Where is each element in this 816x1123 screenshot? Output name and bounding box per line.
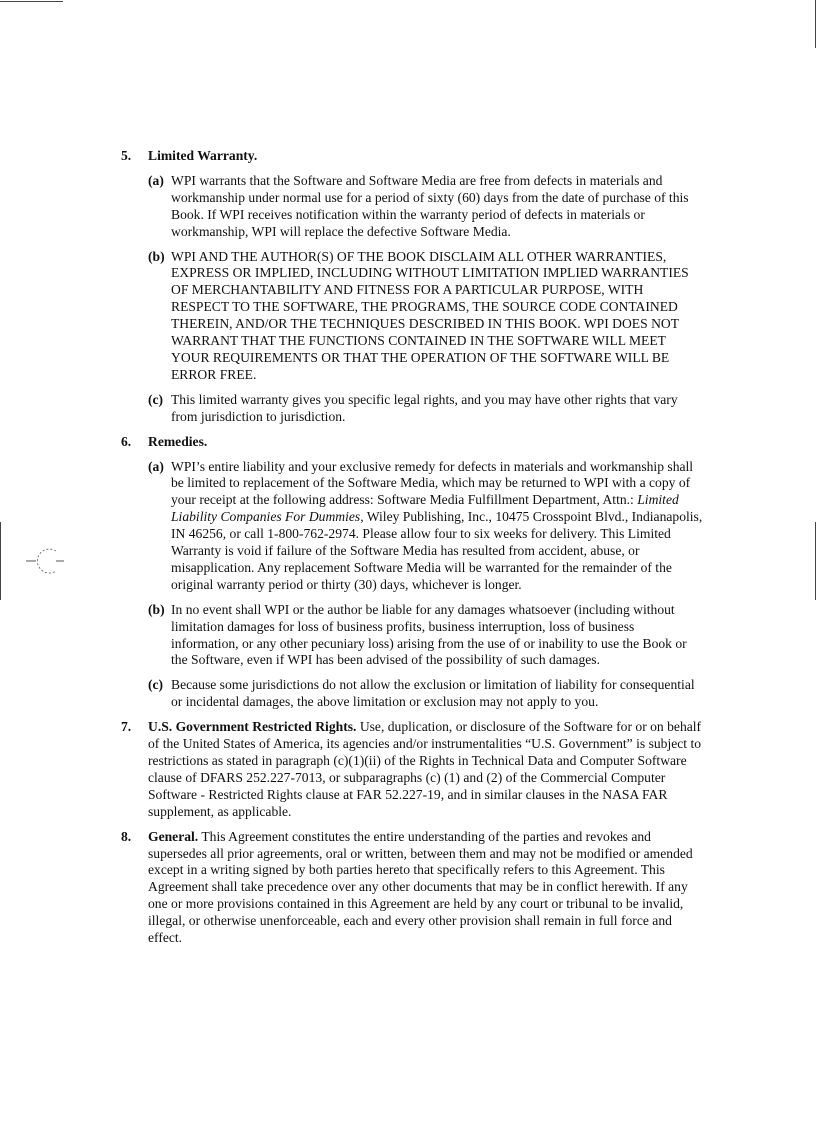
subsection-label: (b): [148, 248, 165, 264]
subsection-text: Because some jurisdictions do not allow the exclusion or limitation of liability for consequential or incidental damages, the above limitation or exclusion may not apply to you.: [171, 677, 695, 710]
subsection-6a: [148, 459, 703, 594]
book-title: Limited Liability Companies For Dummies: [171, 492, 679, 525]
section-general: [121, 829, 703, 947]
subsection-6c: [148, 677, 703, 711]
crop-mark-top: [0, 1, 63, 2]
section-number: 8.: [121, 828, 132, 844]
section-text: U.S. Government Restricted Rights. Use, duplication, or disclosure of the Software for or on behalf of the United States of America, its agencies and/or instrumentalities “U.S. Government” is subject to restrictions as stated in paragraph (c)(1)(ii) of the Rights in Technical Data and Computer Software clause of DFARS 252.227-7013, or subparagraphs (c) (1) and (2) of the Commercial Computer Software - Restricted Rights clause at FAR 52.227-19, and in similar clauses in the NASA FAR supplement, as applicable.: [148, 719, 702, 819]
section-number: 5.: [121, 148, 132, 163]
section-number: 6.: [121, 433, 132, 449]
section-title: U.S. Government Restricted Rights.: [148, 719, 357, 735]
subsection-5a: [148, 173, 703, 241]
license-agreement-body: [121, 148, 703, 955]
subsection-label: (c): [148, 677, 164, 693]
section-title: Limited Warranty.: [148, 148, 258, 163]
subsection-label: (a): [148, 458, 164, 474]
subsection-label: (b): [148, 601, 165, 617]
section-remedies: [121, 434, 703, 712]
subsection-text: WPI AND THE AUTHOR(S) OF THE BOOK DISCLAIM ALL OTHER WARRANTIES, EXPRESS OR IMPLIED, INCLUDING WITHOUT LIMITATION IMPLIED WARRANTIES OF MERCHANTABILITY AND FITNESS FOR A PARTICULAR PURPOSE, WITH RESPECT TO THE SOFTWARE, THE PROGRAMS, THE SOURCE CODE CONTAINED THEREIN, AND/OR THE TECHNIQUES DESCRIBED IN THIS BOOK. WPI DOES NOT WARRANT THAT THE FUNCTIONS CONTAINED IN THE SOFTWARE WILL MEET YOUR REQUIREMENTS OR THAT THE OPERATION OF THE SOFTWARE WILL BE ERROR FREE.: [171, 248, 689, 382]
section-government-rights: [121, 719, 703, 820]
section-title: General.: [148, 828, 199, 844]
section-text: General. This Agreement constitutes the entire understanding of the parties and revokes and supersedes all prior agreements, oral or written, between them and may not be modified or amended except in a writing signed by both parties hereto that specifically refers to this Agreement. This Agreement shall take precedence over any other documents that may be in conflict herewith. If any one or more provisions contained in this Agreement are held by any court or tribunal to be invalid, illegal, or otherwise unenforceable, each and every other provision shall remain in full force and effect.: [148, 828, 693, 946]
subsection-5b: [148, 249, 703, 384]
subsection-text: WPI’s entire liability and your exclusive remedy for defects in materials and workmanship shall be limited to replacement of the Software Media, which may be returned to WPI with a copy of your receipt at the following address: Software Media Fulfillment Department, Attn.: Limited Liability Companies For Dummies, Wiley Publishing, Inc., 10475 Crosspoint Blvd., Indianapolis, IN 46256, or call 1-800-762-2974. Please allow four to six weeks for delivery. This Limited Warranty is void if failure of the Software Media has resulted from accident, abuse, or misapplication. Any replacement Software Media will be warranted for the remainder of the original warranty period or thirty (30) days, whichever is longer.: [171, 458, 703, 592]
section-title: Remedies.: [148, 433, 208, 449]
section-limited-warranty: [121, 148, 703, 426]
registration-mark-icon: [26, 546, 66, 576]
subsection-5c: [148, 392, 703, 426]
subsection-text: This limited warranty gives you specific legal rights, and you may have other rights that vary from jurisdiction to jurisdiction.: [171, 391, 678, 424]
subsection-label: (c): [148, 391, 164, 407]
subsection-text: WPI warrants that the Software and Software Media are free from defects in materials and workmanship under normal use for a period of sixty (60) days from the date of purchase of this Book. If WPI receives notification within the warranty period of defects in materials or workmanship, WPI will replace the defective Software Media.: [171, 172, 689, 239]
subsection-label: (a): [148, 172, 164, 188]
subsection-6b: [148, 602, 703, 670]
subsection-text: In no event shall WPI or the author be liable for any damages whatsoever (including without limitation damages for loss of business profits, business interruption, loss of business information, or any other pecuniary loss) arising from the use of or inability to use the Book or the Software, even if WPI has been advised of the possibility of such damages.: [171, 601, 687, 668]
section-number: 7.: [121, 719, 132, 735]
crop-mark-left-middle: [0, 522, 1, 600]
